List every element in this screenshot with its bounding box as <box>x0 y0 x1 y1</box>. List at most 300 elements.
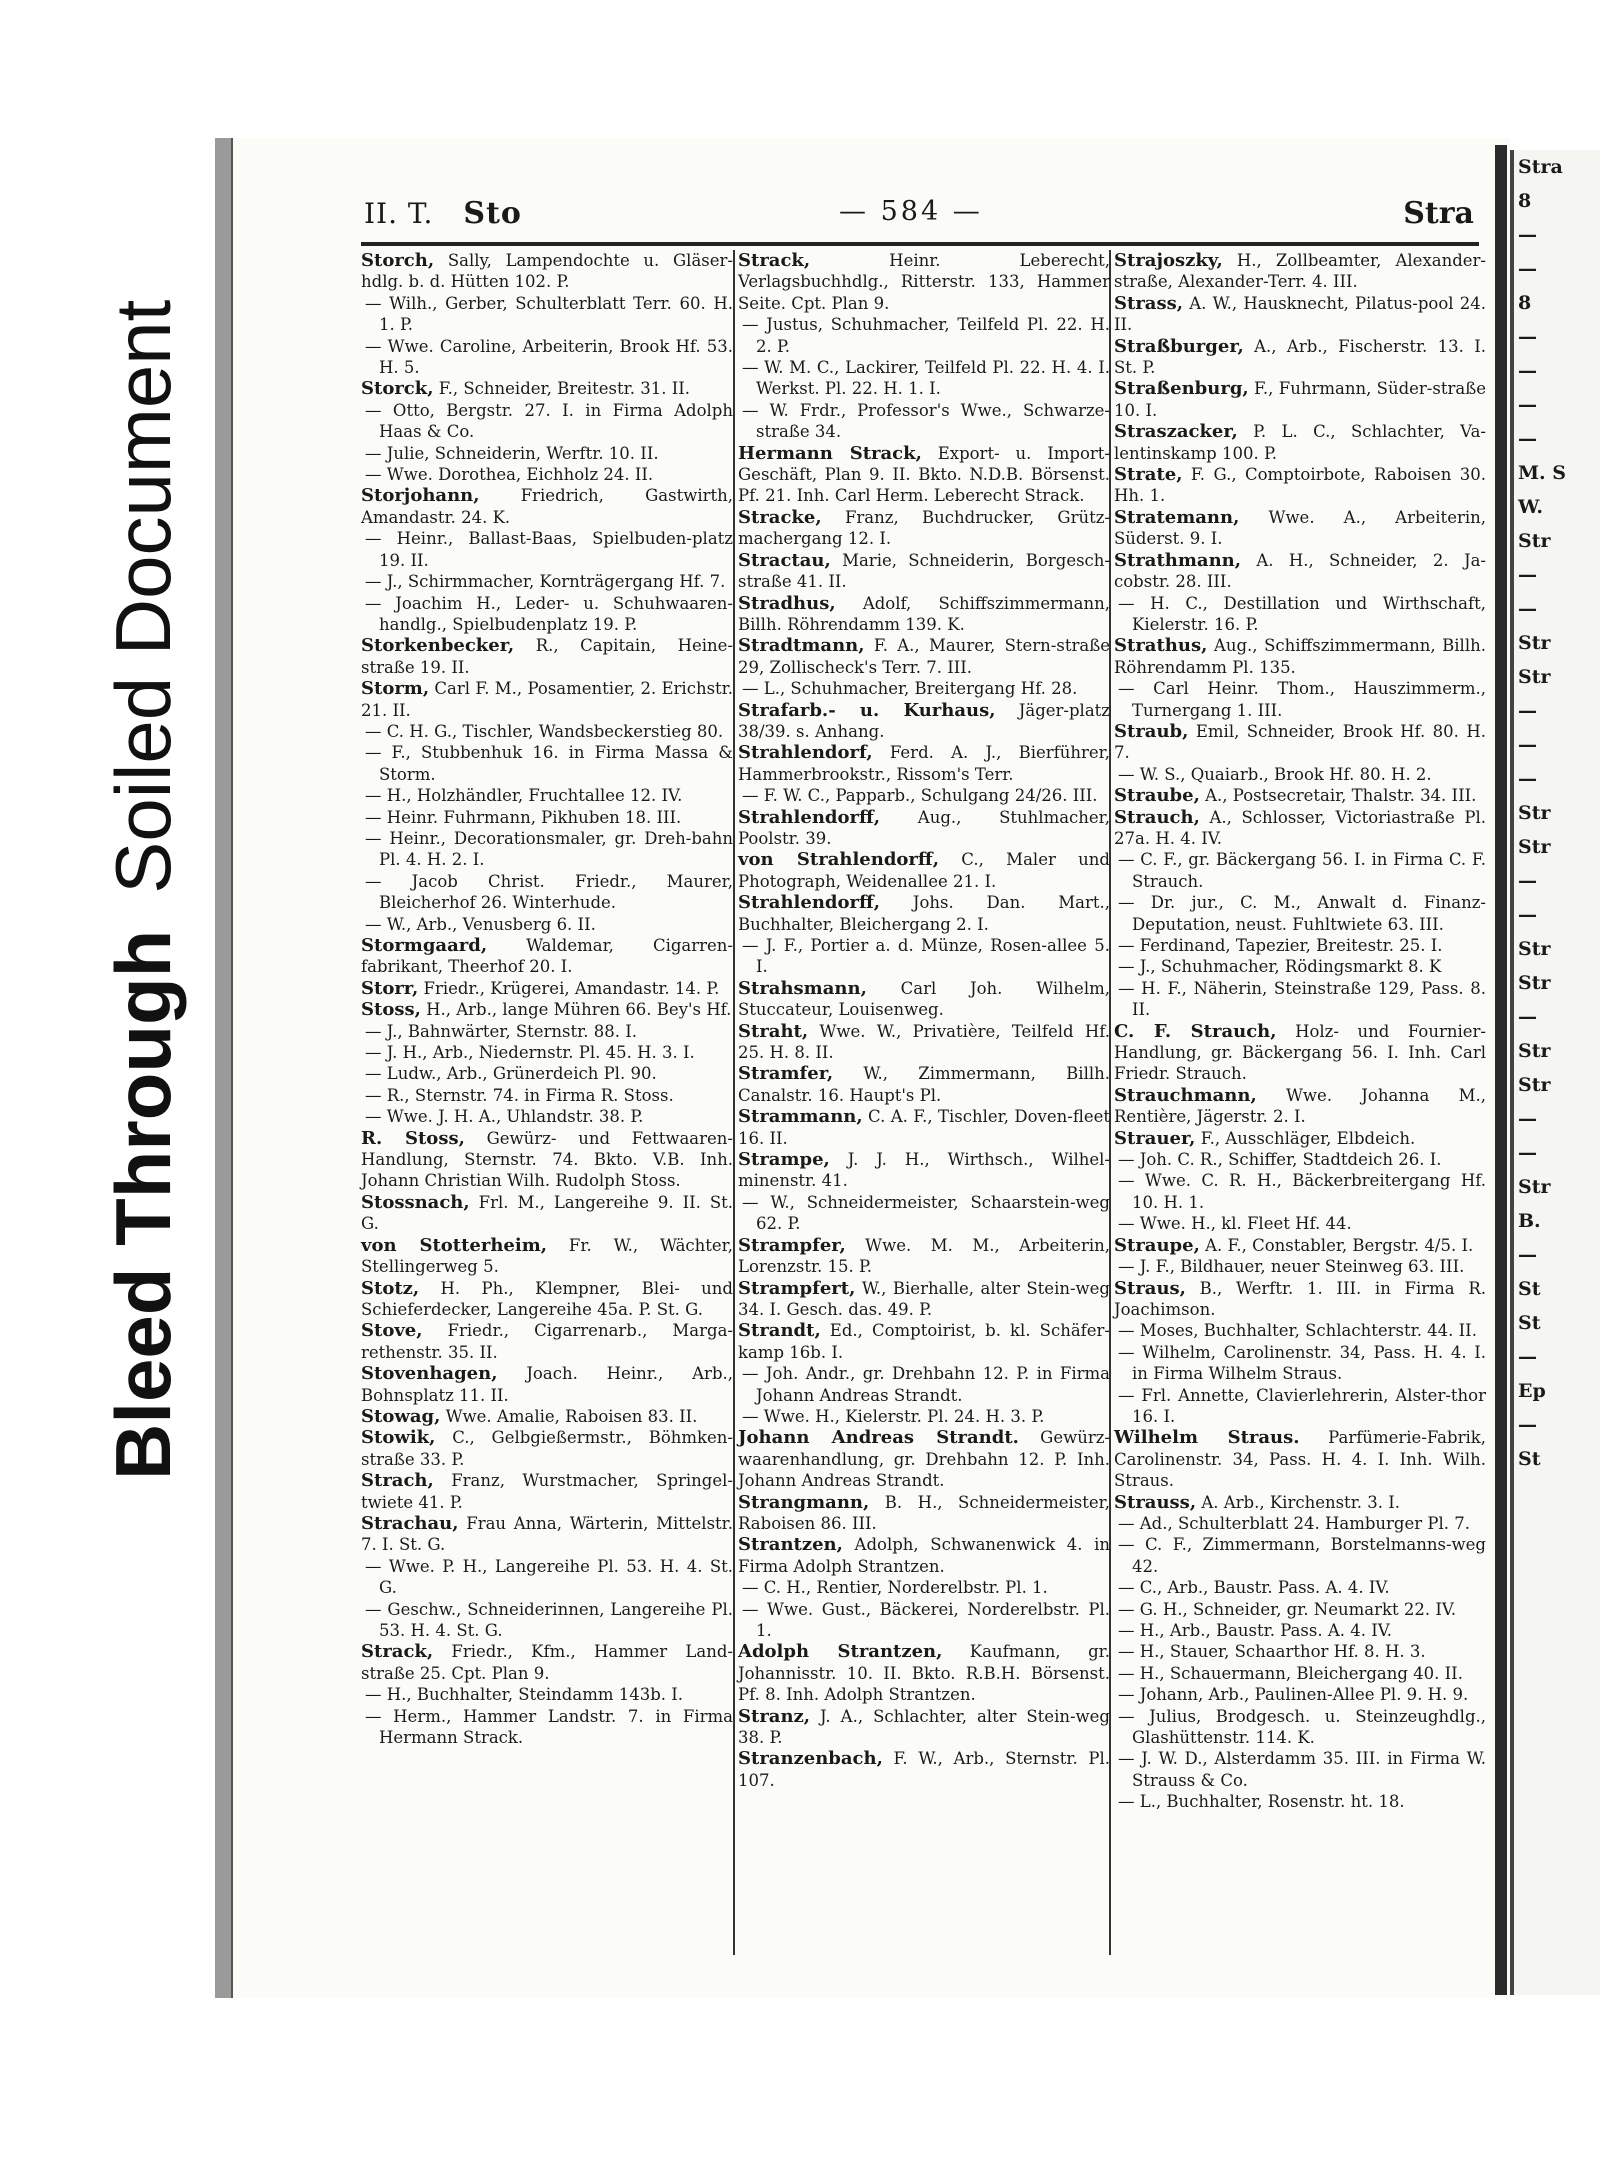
next-page-line: Str <box>1518 1040 1551 1062</box>
entry-text: Wwe. Johanna M., Rentière, Jägerstr. 2. I. <box>1114 1085 1486 1127</box>
entry-name: Storkenbecker, <box>361 635 515 657</box>
entry-text: — L., Buchhalter, Rosenstr. ht. 18. <box>1118 1792 1405 1812</box>
directory-entry <box>1114 635 1486 678</box>
directory-entry <box>361 742 733 785</box>
entry-text: — W., Arb., Venusberg 6. II. <box>365 914 596 934</box>
next-page-line: — <box>1518 598 1537 620</box>
page-header <box>364 196 1474 236</box>
directory-entry <box>361 1021 733 1042</box>
directory-entry <box>738 1235 1110 1278</box>
entry-text: — C. H., Rentier, Norderelbstr. Pl. 1. <box>742 1578 1048 1598</box>
entry-text: F., Schneider, Breitestr. 31. II. <box>433 379 690 399</box>
entry-text: — Julie, Schneiderin, Werftr. 10. II. <box>365 443 659 463</box>
entry-text: J. A., Schlachter, alter Stein-weg 38. P. <box>738 1706 1110 1748</box>
entry-text: — C. F., gr. Bäckergang 56. I. in Firma C. F. Strauch. <box>1118 850 1486 891</box>
next-page-line: — <box>1518 1006 1537 1028</box>
entry-text: — Julius, Brodgesch. u. Steinzeughdlg., Glashüttenstr. 114. K. <box>1118 1706 1486 1748</box>
next-page-line: B. <box>1518 1210 1541 1232</box>
entry-text: — F., Stubbenhuk 16. in Firma Massa & Storm. <box>365 743 733 784</box>
directory-entry <box>738 1021 1110 1064</box>
entry-text: Holz- und Fournier-Handlung, gr. Bäckergang 56. I. Inh. Carl Friedr. Strauch. <box>1114 1021 1487 1084</box>
entry-text: C., Maler und Photograph, Weidenallee 21. I. <box>738 850 1110 891</box>
directory-entry <box>738 1063 1110 1106</box>
directory-entry <box>1114 550 1486 593</box>
entry-text: — J., Schuhmacher, Rödingsmarkt 8. K <box>1118 957 1442 977</box>
entry-name: Storjohann, <box>361 485 480 507</box>
next-page-fragment <box>1510 150 1600 1995</box>
directory-entry <box>738 1706 1110 1749</box>
entry-name: Stowag, <box>361 1405 441 1427</box>
directory-entry <box>361 1106 733 1127</box>
entry-text: — R., Sternstr. 74. in Firma R. Stoss. <box>365 1085 674 1105</box>
directory-entry <box>738 785 1110 806</box>
entry-name: Strahlendorff, <box>738 806 881 828</box>
entry-text: — Jacob Christ. Friedr., Maurer, Bleicherhof 26. Winterhude. <box>365 871 733 913</box>
entry-text: Fr. W., Wächter, Stellingerweg 5. <box>361 1235 733 1277</box>
directory-entry <box>361 464 733 485</box>
directory-entry <box>1114 764 1486 785</box>
entry-text: — Carl Heinr. Thom., Hauszimmerm., Turnergang 1. III. <box>1118 679 1486 720</box>
entry-text: — H., Schauermann, Bleichergang 40. II. <box>1118 1663 1463 1683</box>
directory-entry <box>361 1556 733 1599</box>
entry-text: Emil, Schneider, Brook Hf. 80. H. 7. <box>1114 721 1486 763</box>
entry-text: Aug., Schiffszimmermann, Billh. Röhrendamm Pl. 135. <box>1114 636 1486 677</box>
entry-name: R. Stoss, <box>361 1127 465 1149</box>
entry-text: Sally, Lampendochte u. Gläser-hdlg. b. d. Hütten 102. P. <box>361 251 733 292</box>
entry-text: Marie, Schneiderin, Borgesch-straße 41. II. <box>738 550 1110 592</box>
directory-entry <box>738 250 1110 314</box>
entry-name: Strathmann, <box>1114 549 1242 571</box>
directory-entry <box>1114 421 1486 464</box>
directory-entry <box>738 1577 1110 1598</box>
entry-text: — H. C., Destillation und Wirthschaft, Kielerstr. 16. P. <box>1118 593 1486 634</box>
entry-text: Johs. Dan. Mart., Buchhalter, Bleichergang 2. I. <box>738 893 1110 934</box>
directory-entry <box>361 1513 733 1556</box>
directory-entry <box>738 1748 1110 1791</box>
next-page-line: — <box>1518 326 1537 348</box>
header-left-word: Sto <box>463 196 522 231</box>
entry-text: — Dr. jur., C. M., Anwalt d. Finanz-Deputation, neust. Fuhltwiete 63. III. <box>1118 893 1486 934</box>
directory-entry <box>361 1684 733 1705</box>
directory-entry <box>361 1278 733 1321</box>
directory-entry <box>361 978 733 999</box>
entry-name: Strampfer, <box>738 1234 846 1256</box>
entry-text: B. H., Schneidermeister, Raboisen 86. III. <box>738 1492 1110 1533</box>
directory-entry <box>738 507 1110 550</box>
directory-entry <box>361 721 733 742</box>
directory-entry <box>361 935 733 978</box>
directory-entry <box>1114 1256 1486 1277</box>
directory-entry <box>738 1149 1110 1192</box>
directory-entry <box>738 1320 1110 1363</box>
entry-text: A., Postsecretair, Thalstr. 34. III. <box>1199 786 1477 806</box>
directory-entry <box>361 1235 733 1278</box>
entry-name: Stranz, <box>738 1705 811 1727</box>
entry-text: F. A., Maurer, Stern-straße 29, Zollischeck's Terr. 7. III. <box>738 636 1110 677</box>
directory-entry <box>361 593 733 636</box>
entry-text: P. L. C., Schlachter, Va-lentinskamp 100. P. <box>1114 422 1486 463</box>
next-page-line: Str <box>1518 1176 1551 1198</box>
directory-entry <box>361 1320 733 1363</box>
directory-entry <box>1114 1170 1486 1213</box>
next-page-line: Str <box>1518 802 1551 824</box>
next-page-line: — <box>1518 360 1537 382</box>
entry-text: — W., Schneidermeister, Schaarstein-weg 62. P. <box>742 1192 1110 1234</box>
next-page-line: W. <box>1518 496 1543 518</box>
entry-text: — H., Arb., Baustr. Pass. A. 4. IV. <box>1118 1621 1393 1640</box>
entry-text: Adolf, Schiffszimmermann, Billh. Röhrendamm 139. K. <box>738 593 1110 634</box>
entry-text: J. J. H., Wirthsch., Wilhel-minenstr. 41. <box>738 1150 1110 1191</box>
entry-text: C. A. F., Tischler, Doven-fleet 16. II. <box>738 1107 1110 1148</box>
entry-text: — F. W. C., Papparb., Schulgang 24/26. III. <box>742 786 1098 806</box>
entry-text: — C. F., Zimmermann, Borstelmanns-weg 42. <box>1118 1535 1486 1576</box>
next-page-line: — <box>1518 700 1537 722</box>
entry-name: Strate, <box>1114 464 1183 486</box>
entry-text: — Ferdinand, Tapezier, Breitestr. 25. I. <box>1118 936 1443 955</box>
entry-text: — Wwe. Dorothea, Eichholz 24. II. <box>365 465 654 485</box>
entry-text: — W. S., Quaiarb., Brook Hf. 80. H. 2. <box>1118 764 1432 784</box>
directory-entry <box>738 1492 1110 1535</box>
directory-entry <box>1114 785 1486 806</box>
directory-entry <box>738 978 1110 1021</box>
next-page-line: — <box>1518 768 1537 790</box>
entry-text: — Wwe. H., Kielerstr. Pl. 24. H. 3. P. <box>742 1406 1045 1426</box>
entry-text: Export- u. Import-Geschäft, Plan 9. II. Bkto. N.D.B. Börsenst. Pf. 21. Inh. Carl Herm. Leberecht Strack. <box>738 443 1110 506</box>
entry-name: Strachau, <box>361 1512 459 1534</box>
entry-text: Frl. M., Langereihe 9. II. St. G. <box>361 1192 733 1234</box>
header-right-word: Stra <box>1403 196 1474 231</box>
entry-text: F. G., Comptoirbote, Raboisen 30. Hh. 1. <box>1114 465 1486 506</box>
directory-entry <box>1114 1748 1486 1791</box>
entry-text: Ed., Comptoirist, b. kl. Schäfer-kamp 16b. I. <box>738 1321 1110 1362</box>
entry-name: Straub, <box>1114 720 1189 742</box>
entry-text: Joach. Heinr., Arb., Bohnsplatz 11. II. <box>361 1364 733 1405</box>
column-3 <box>1114 250 1486 1970</box>
entry-text: — Wwe. H., kl. Fleet Hf. 44. <box>1118 1214 1352 1234</box>
directory-entry <box>1114 1620 1486 1641</box>
directory-entry <box>1114 1577 1486 1598</box>
entry-name: Stractau, <box>738 549 831 571</box>
entry-name: Strahsmann, <box>738 977 867 999</box>
directory-entry <box>1114 1599 1486 1620</box>
directory-entry <box>361 378 733 399</box>
entry-name: Straht, <box>738 1020 809 1042</box>
entry-text: H., Zollbeamter, Alexander-straße, Alexander-Terr. 4. III. <box>1114 251 1486 292</box>
directory-entry <box>738 678 1110 699</box>
directory-entry <box>1114 1492 1486 1513</box>
directory-entry <box>361 1599 733 1642</box>
header-rule <box>361 242 1479 246</box>
directory-entry <box>1114 935 1486 956</box>
directory-entry <box>361 336 733 379</box>
next-page-line: — <box>1518 224 1537 246</box>
header-section: II. T. <box>364 197 434 230</box>
entry-text: Friedr., Krügerei, Amandastr. 14. P. <box>418 978 720 998</box>
directory-entry <box>361 1427 733 1470</box>
next-page-line: Str <box>1518 1074 1551 1096</box>
directory-entry <box>738 1534 1110 1577</box>
entry-name: Strajoszky, <box>1114 250 1223 271</box>
directory-entry <box>1114 593 1486 636</box>
page-number: — 584 — <box>839 196 983 227</box>
entry-text: — Herm., Hammer Landstr. 7. in Firma Hermann Strack. <box>365 1706 733 1748</box>
entry-name: Stramfer, <box>738 1063 834 1085</box>
entry-name: C. F. Strauch, <box>1114 1020 1277 1042</box>
entry-text: Waldemar, Cigarren-fabrikant, Theerhof 20. I. <box>361 936 733 977</box>
directory-entry <box>361 1363 733 1406</box>
directory-entry <box>1114 293 1486 336</box>
entry-text: — J. W. D., Alsterdamm 35. III. in Firma W. Strauss & Co. <box>1118 1749 1486 1790</box>
entry-text: Gewürz- und Fettwaaren-Handlung, Sternstr. 74. Bkto. V.B. Inh. Johann Christian Wilh. Rudolph Stoss. <box>361 1128 733 1191</box>
directory-entry <box>1114 1385 1486 1428</box>
entry-text: Franz, Buchdrucker, Grütz-machergang 12. I. <box>738 507 1110 549</box>
directory-entry <box>1114 1213 1486 1234</box>
directory-entry <box>738 1192 1110 1235</box>
entry-text: — Wilhelm, Carolinenstr. 34, Pass. H. 4. I. in Firma Wilhelm Straus. <box>1118 1342 1486 1384</box>
entry-text: — H., Holzhändler, Fruchtallee 12. IV. <box>365 786 683 806</box>
directory-entry <box>1114 956 1486 977</box>
entry-text: — L., Schuhmacher, Breitergang Hf. 28. <box>742 679 1078 699</box>
entry-name: Strantzen, <box>738 1534 843 1556</box>
directory-entry <box>361 785 733 806</box>
entry-text: — J., Schirmmacher, Kornträgergang Hf. 7. <box>365 572 726 592</box>
directory-entry <box>1114 1791 1486 1812</box>
entry-text: — Joh. C. R., Schiffer, Stadtdeich 26. I. <box>1118 1150 1442 1170</box>
entry-text: Carl F. M., Posamentier, 2. Erichstr. 21. II. <box>361 679 733 720</box>
entry-text: A. F., Constabler, Bergstr. 4/5. I. <box>1199 1235 1474 1255</box>
directory-entry <box>1114 721 1486 764</box>
entry-text: Heinr. Leberecht, Verlagsbuchhdlg., Ritterstr. 133, Hammer Seite. Cpt. Plan 9. <box>738 251 1110 313</box>
entry-text: F., Fuhrmann, Süder-straße 10. I. <box>1114 379 1486 420</box>
entry-text: A., Schlosser, Victoriastraße Pl. 27a. H. 4. IV. <box>1114 807 1486 848</box>
entry-name: Stovenhagen, <box>361 1363 498 1385</box>
directory-entry <box>738 443 1110 507</box>
entry-name: Storch, <box>361 250 435 271</box>
entry-text: — Moses, Buchhalter, Schlachterstr. 44. II. <box>1118 1321 1477 1341</box>
next-page-line: Str <box>1518 836 1551 858</box>
directory-entry <box>1114 1021 1486 1085</box>
next-page-line: — <box>1518 1414 1537 1436</box>
directory-entry <box>738 700 1110 743</box>
directory-entry <box>1114 1149 1486 1170</box>
directory-entry <box>361 1470 733 1513</box>
entry-text: — W. M. C., Lackirer, Teilfeld Pl. 22. H. 4. I. Werkst. Pl. 22. H. 1. I. <box>742 358 1110 399</box>
entry-text: — G. H., Schneider, gr. Neumarkt 22. IV. <box>1118 1599 1457 1619</box>
next-page-line: Ep <box>1518 1380 1546 1402</box>
entry-name: Storr, <box>361 977 419 999</box>
directory-entry <box>1114 1684 1486 1705</box>
entry-name: Strandt, <box>738 1320 821 1342</box>
directory-entry <box>1114 1278 1486 1321</box>
entry-text: — Joh. Andr., gr. Drehbahn 12. P. in Firma Johann Andreas Strandt. <box>742 1364 1110 1405</box>
entry-text: W., Zimmermann, Billh. Canalstr. 16. Haupt's Pl. <box>738 1064 1110 1105</box>
directory-entry <box>1114 1513 1486 1534</box>
entry-name: Stradtmann, <box>738 635 865 657</box>
entry-text: A. Arb., Kirchenstr. 3. I. <box>1196 1492 1401 1512</box>
entry-name: Johann Andreas Strandt. <box>738 1427 1019 1449</box>
entry-text: B., Werftr. 1. III. in Firma R. Joachimson. <box>1114 1278 1486 1319</box>
entry-text: — Heinr., Ballast-Baas, Spielbuden-platz 19. II. <box>365 529 733 570</box>
directory-entry <box>1114 1534 1486 1577</box>
entry-text: Friedr., Kfm., Hammer Land-straße 25. Cpt. Plan 9. <box>361 1642 733 1683</box>
directory-entry <box>738 1427 1110 1491</box>
directory-entry <box>361 678 733 721</box>
next-page-line: — <box>1518 258 1537 280</box>
directory-entry <box>738 1363 1110 1406</box>
entry-text: — Heinr., Decorationsmaler, gr. Dreh-bahn Pl. 4. H. 2. I. <box>365 828 733 870</box>
entry-text: — Frl. Annette, Clavierlehrerin, Alster-thor 16. I. <box>1118 1385 1486 1426</box>
entry-name: Strass, <box>1114 292 1183 314</box>
entry-name: Stossnach, <box>361 1191 470 1213</box>
entry-text: Adolph, Schwanenwick 4. in Firma Adolph Strantzen. <box>738 1535 1110 1576</box>
directory-entry <box>361 443 733 464</box>
directory-entry <box>361 571 733 592</box>
directory-entry <box>1114 464 1486 507</box>
entry-name: Stoss, <box>361 999 421 1021</box>
entry-name: Straßenburg, <box>1114 378 1249 400</box>
entry-text: A., Arb., Fischerstr. 13. I. St. P. <box>1114 336 1486 378</box>
entry-name: Strack, <box>738 250 811 271</box>
entry-text: Wwe. Amalie, Raboisen 83. II. <box>440 1406 698 1426</box>
next-page-line: — <box>1518 1346 1537 1368</box>
directory-entry <box>738 314 1110 357</box>
entry-text: — Ludw., Arb., Grünerdeich Pl. 90. <box>365 1064 657 1084</box>
entry-text: — J. F., Portier a. d. Münze, Rosen-allee 5. I. <box>742 936 1110 977</box>
directory-entry <box>361 485 733 528</box>
entry-name: Stradhus, <box>738 592 836 614</box>
next-page-line: Str <box>1518 530 1551 552</box>
directory-entry <box>738 400 1110 443</box>
entry-name: Storck, <box>361 378 434 400</box>
entry-name: Stotz, <box>361 1277 420 1299</box>
entry-name: Strangmann, <box>738 1491 870 1513</box>
directory-entry <box>1114 1706 1486 1749</box>
directory-entry <box>738 1641 1110 1705</box>
directory-entry <box>738 593 1110 636</box>
stamp-soiled-document: Soiled Document <box>99 299 187 894</box>
entry-name: Straszacker, <box>1114 421 1238 443</box>
next-page-line: — <box>1518 428 1537 450</box>
entry-name: Straube, <box>1114 785 1200 807</box>
directory-entry <box>361 1085 733 1106</box>
entry-text: — Heinr. Fuhrmann, Pikhuben 18. III. <box>365 807 682 827</box>
directory-entry <box>1114 1235 1486 1256</box>
next-page-line: — <box>1518 564 1537 586</box>
entry-text: — J., Bahnwärter, Sternstr. 88. I. <box>365 1021 637 1041</box>
entry-text: — W. Frdr., Professor's Wwe., Schwarze-straße 34. <box>742 400 1110 442</box>
entry-name: Stracke, <box>738 506 822 528</box>
next-page-line: Str <box>1518 666 1551 688</box>
directory-entry <box>361 1641 733 1684</box>
entry-name: Wilhelm Straus. <box>1114 1427 1300 1449</box>
entry-name: von Strahlendorff, <box>738 849 939 871</box>
entry-text: — C. H. G., Tischler, Wandsbeckerstieg 80. <box>365 721 724 741</box>
entry-text: Friedr., Cigarrenarb., Marga-rethenstr. 35. II. <box>361 1321 733 1362</box>
directory-entry <box>1114 507 1486 550</box>
entry-text: Wwe. M. M., Arbeiterin, Lorenzstr. 15. P. <box>738 1235 1110 1277</box>
directory-page <box>215 138 1511 1998</box>
entry-name: Straßburger, <box>1114 335 1244 357</box>
entry-text: — Wilh., Gerber, Schulterblatt Terr. 60. H. 1. P. <box>365 293 733 335</box>
directory-entry <box>361 400 733 443</box>
next-page-line: — <box>1518 1142 1537 1164</box>
directory-entry <box>361 1706 733 1749</box>
entry-name: Strauch, <box>1114 806 1200 828</box>
directory-entry <box>738 635 1110 678</box>
directory-entry <box>738 357 1110 400</box>
directory-entry <box>738 849 1110 892</box>
entry-name: Stranzenbach, <box>738 1748 883 1770</box>
entry-text: Ferd. A. J., Bierführer, Hammerbrookstr., Rissom's Terr. <box>738 743 1110 784</box>
next-page-line: — <box>1518 1108 1537 1130</box>
entry-text: — Wwe. J. H. A., Uhlandstr. 38. P. <box>365 1107 644 1127</box>
directory-entry <box>738 1599 1110 1642</box>
directory-entry <box>361 1406 733 1427</box>
entry-name: Strauss, <box>1114 1491 1197 1513</box>
entry-text: Carl Joh. Wilhelm, Stuccateur, Louisenweg. <box>738 978 1110 1020</box>
entry-text: — H. F., Näherin, Steinstraße 129, Pass. 8. II. <box>1118 978 1486 1020</box>
entry-text: Jäger-platz 38/39. s. Anhang. <box>738 700 1110 741</box>
directory-entry <box>1114 1427 1486 1491</box>
entry-text: — Joachim H., Leder- u. Schuhwaaren-handlg., Spielbudenplatz 19. P. <box>365 593 733 634</box>
next-page-line: 8 <box>1518 190 1532 212</box>
entry-name: Strack, <box>361 1641 434 1663</box>
directory-entry <box>738 892 1110 935</box>
entry-text: H., Arb., lange Mühren 66. Bey's Hf. <box>420 1000 732 1020</box>
entry-text: — Wwe. Caroline, Arbeiterin, Brook Hf. 53. H. 5. <box>365 336 733 378</box>
directory-entry <box>361 1042 733 1063</box>
next-page-line: Str <box>1518 972 1551 994</box>
directory-entry <box>361 293 733 336</box>
entry-text: Kaufmann, gr. Johannisstr. 10. II. Bkto. R.B.H. Börsenst. Pf. 8. Inh. Adolph Strantzen. <box>738 1642 1110 1705</box>
directory-entry <box>361 635 733 678</box>
entry-name: Stratemann, <box>1114 506 1240 528</box>
column-divider <box>733 250 735 1955</box>
entry-text: H. Ph., Klempner, Blei- und Schieferdecker, Langereihe 45a. P. St. G. <box>361 1278 733 1319</box>
entry-text: A. W., Hausknecht, Pilatus-pool 24. II. <box>1114 293 1486 335</box>
entry-name: Strauer, <box>1114 1127 1196 1149</box>
entry-text: — Geschw., Schneiderinnen, Langereihe Pl. 53. H. 4. St. G. <box>365 1599 733 1640</box>
directory-entry <box>1114 978 1486 1021</box>
directory-entry <box>361 999 733 1020</box>
entry-text: — C., Arb., Baustr. Pass. A. 4. IV. <box>1118 1578 1390 1598</box>
directory-entry <box>738 1106 1110 1149</box>
directory-entry <box>1114 1128 1486 1149</box>
directory-entry <box>738 550 1110 593</box>
page-edge <box>1495 145 1507 1995</box>
entry-text: Parfümerie-Fabrik, Carolinenstr. 34, Pass. H. 4. I. Inh. Wilh. Straus. <box>1114 1428 1486 1491</box>
entry-text: — Ad., Schulterblatt 24. Hamburger Pl. 7. <box>1118 1513 1471 1533</box>
entry-text: R., Capitain, Heine-straße 19. II. <box>361 636 733 677</box>
directory-entry <box>1114 849 1486 892</box>
entry-name: Straupe, <box>1114 1234 1200 1256</box>
entry-text: — Wwe. P. H., Langereihe Pl. 53. H. 4. St. G. <box>365 1556 733 1598</box>
entry-name: Strampe, <box>738 1149 830 1171</box>
entry-text: — J. H., Arb., Niedernstr. Pl. 45. H. 3. I. <box>365 1043 695 1063</box>
entry-name: Straus, <box>1114 1277 1186 1299</box>
entry-text: Franz, Wurstmacher, Springel-twiete 41. P. <box>361 1471 733 1512</box>
entry-text: F., Ausschläger, Elbdeich. <box>1195 1128 1416 1148</box>
next-page-line: — <box>1518 870 1537 892</box>
column-1 <box>361 250 733 1970</box>
header-left <box>364 196 522 231</box>
entry-name: Strahlendorff, <box>738 892 881 914</box>
directory-entry <box>738 807 1110 850</box>
entry-name: Strammann, <box>738 1106 863 1128</box>
directory-entry <box>361 1192 733 1235</box>
directory-entry <box>1114 336 1486 379</box>
directory-entry <box>738 1278 1110 1321</box>
